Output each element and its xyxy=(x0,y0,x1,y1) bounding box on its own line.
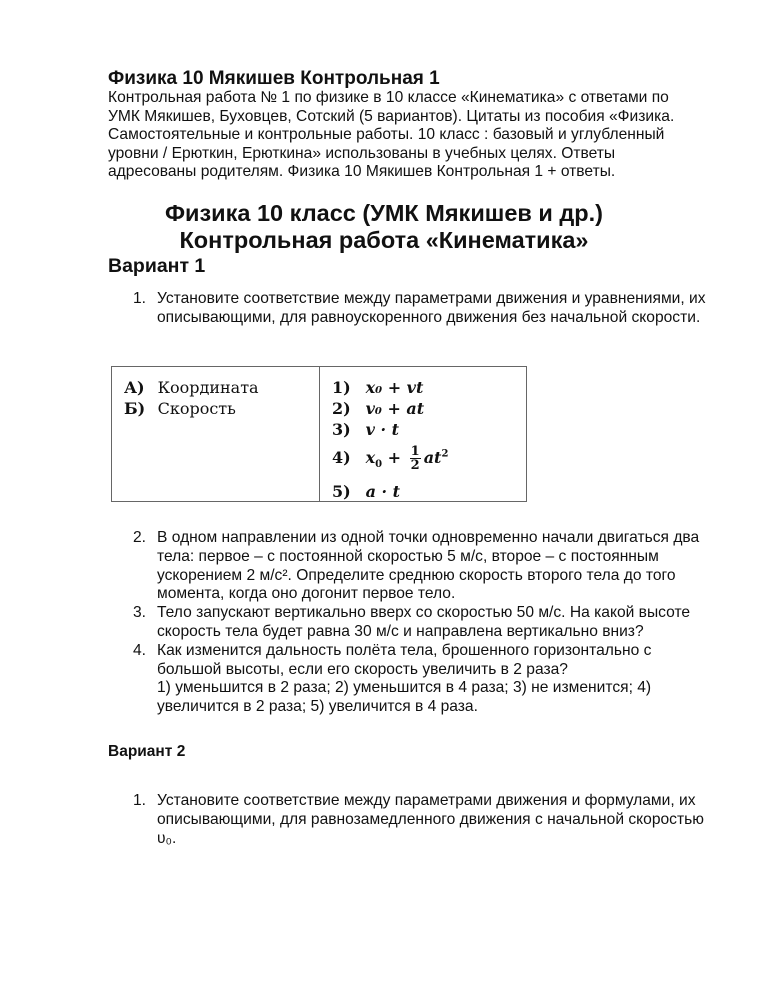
variant-1-heading: Вариант 1 xyxy=(108,255,206,277)
question-number: 1. xyxy=(133,792,147,809)
question-text: Установите соответствие между параметрами движения и формулами, их описывающими, для равнозамедленного движения с начальной скоростью υ₀. xyxy=(157,792,704,847)
parameter-text: Скорость xyxy=(157,399,236,418)
parameter-row xyxy=(124,398,319,419)
intro-paragraph: Контрольная работа № 1 по физике в 10 классе «Кинематика» с ответами по УМК Мякишев, Буховцев, Сотский (5 вариантов). Цитаты из пособия «Физика. Самостоятельные и контрольные работы. 10 класс : базовый и углубленный уровни / Ерюткин, Ерюткина» использованы в учебных целях. Ответы адресованы родителям. Физика 10 Мякишев Контрольная 1 + ответы. xyxy=(108,89,675,181)
fraction: $\frac{1}{2}$ xyxy=(410,444,420,474)
parameter-text: Координата xyxy=(157,378,259,397)
parameter-label: Б) xyxy=(124,399,146,418)
variant-2-heading: Вариант 2 xyxy=(108,743,186,760)
question-item xyxy=(133,642,713,717)
question-text: В одном направлении из одной точки одновременно начали двигаться два тела: первое – с постоянной скоростью 5 м/с, второе – с постоянным ускорением 2 м/с². Определите среднюю скорость второго тела до того момента, когда оно догонит первое тело. xyxy=(157,529,700,603)
formula-label: 1) xyxy=(332,378,351,397)
question-item xyxy=(133,792,713,848)
formula-row xyxy=(332,440,526,481)
formula-fraction: $x_0$ + $\frac{1}{2}$ $at^2$ xyxy=(365,444,449,474)
parameter-row xyxy=(124,377,319,398)
parameter-label: А) xyxy=(124,378,145,397)
variant-2-question-list xyxy=(133,792,713,848)
question-item xyxy=(133,529,713,604)
formula: a · t xyxy=(365,481,401,501)
formula-row xyxy=(332,419,526,440)
variant-1-question-list-a xyxy=(133,290,713,328)
formula: x₀ + vt xyxy=(365,378,424,397)
parameters-column xyxy=(112,367,320,501)
question-text: Как изменится дальность полёта тела, брошенного горизонтально с большой высоты, если его скорость увеличить в 2 раза? xyxy=(157,641,652,678)
main-title xyxy=(100,200,668,254)
question-number: 2. xyxy=(133,529,147,546)
question-item xyxy=(133,604,713,642)
question-number: 3. xyxy=(133,604,147,622)
formula: v₀ + at xyxy=(365,399,425,418)
formula-label: 4) xyxy=(332,448,351,468)
question-text: Установите соответствие между параметрами движения и уравнениями, их описывающими, для равноускоренного движения без начальной скорости. xyxy=(157,290,706,326)
formula-label: 3) xyxy=(332,420,351,439)
formula-row xyxy=(332,398,526,419)
question-item xyxy=(133,290,713,328)
formulas-column xyxy=(320,367,526,501)
formula-label: 5) xyxy=(332,481,351,501)
answer-options: 1) уменьшится в 2 раза; 2) уменьшится в 4 раза; 3) не изменится; 4) увеличится в 2 раза; 5) увеличится в 4 раза. xyxy=(157,679,652,716)
question-text: Тело запускают вертикально вверх со скоростью 50 м/с. На какой высоте скорость тела будет равна 30 м/с и направлена вертикально вниз? xyxy=(157,604,691,640)
question-number: 4. xyxy=(133,641,147,659)
formula: v · t xyxy=(365,420,399,439)
formula-row xyxy=(332,481,526,502)
matching-table xyxy=(111,366,527,502)
main-title-line1: Физика 10 класс (УМК Мякишев и др.) xyxy=(165,200,603,226)
variant-1-question-list-b xyxy=(133,529,713,717)
document-title: Физика 10 Мякишев Контрольная 1 xyxy=(108,68,440,89)
main-title-line2: Контрольная работа «Кинематика» xyxy=(179,227,589,253)
question-number: 1. xyxy=(133,290,147,307)
formula-row xyxy=(332,377,526,398)
formula-label: 2) xyxy=(332,399,351,418)
